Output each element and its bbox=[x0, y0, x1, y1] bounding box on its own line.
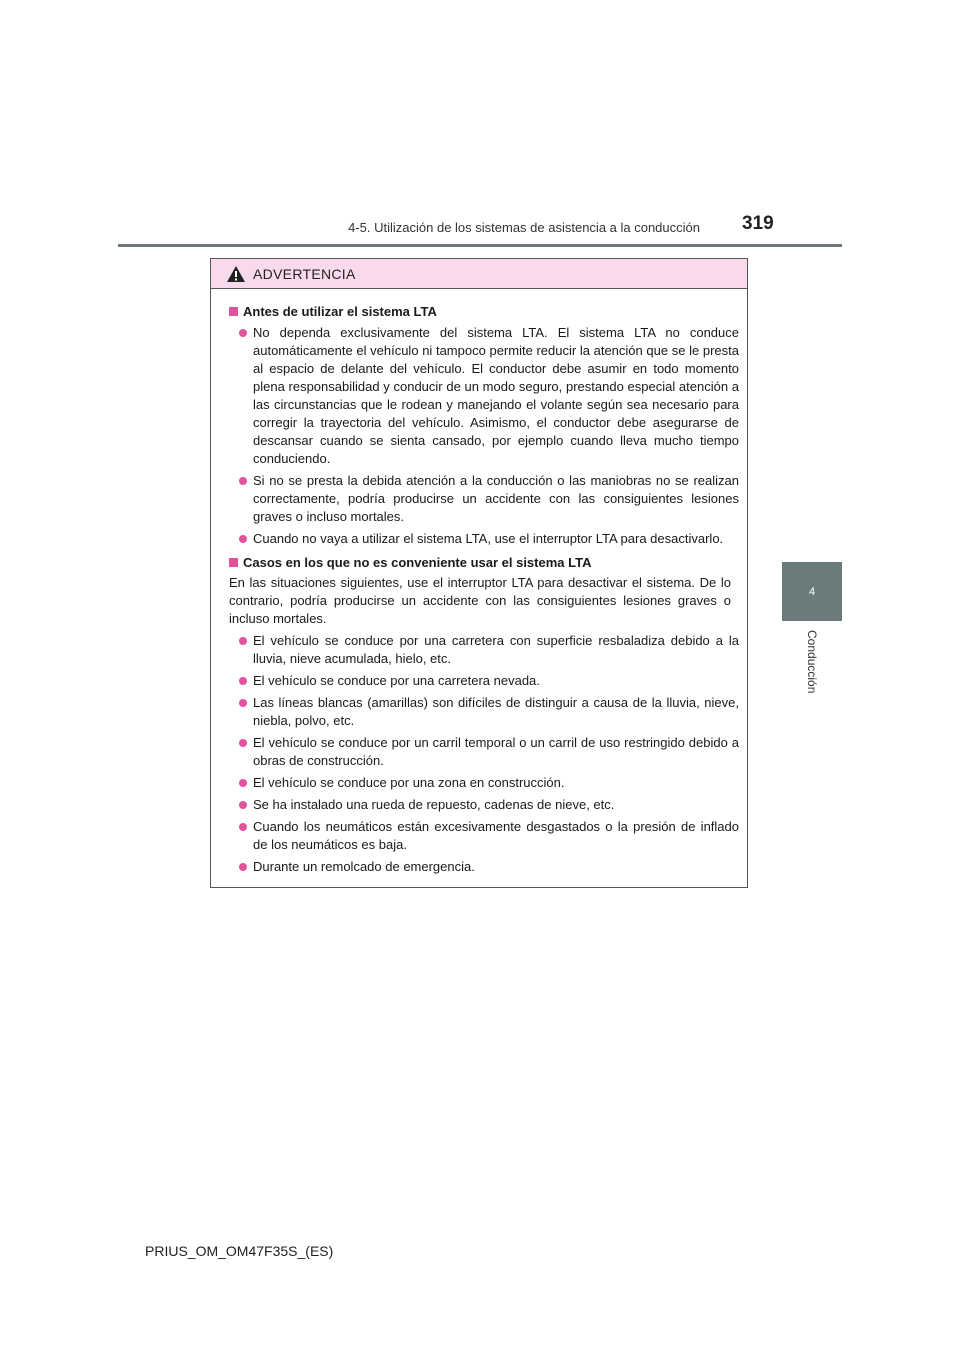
dot-bullet-icon bbox=[239, 477, 247, 485]
list-item bbox=[239, 734, 739, 770]
list-item-text: El vehículo se conduce por una zona en construcción. bbox=[253, 775, 565, 790]
dot-bullet-icon bbox=[239, 699, 247, 707]
list-item-text: Si no se presta la debida atención a la conducción o las maniobras no se realizan correctamente, podría producirse un accidente con las consiguientes lesiones graves o incluso mortales. bbox=[253, 473, 739, 524]
chapter-number: 4 bbox=[808, 585, 816, 598]
section-intro: En las situaciones siguientes, use el interruptor LTA para desactivar el sistema. De lo contrario, podría producirse un accidente con las consiguientes lesiones graves o incluso mortales. bbox=[229, 575, 731, 626]
list-item bbox=[239, 672, 739, 690]
list-item bbox=[239, 324, 739, 468]
list-item bbox=[239, 774, 739, 792]
header-divider bbox=[118, 244, 842, 247]
list-item bbox=[239, 818, 739, 854]
square-bullet-icon bbox=[229, 558, 238, 567]
warning-body bbox=[211, 289, 747, 876]
list-item-text: El vehículo se conduce por un carril temporal o un carril de uso restringido debido a obras de construcción. bbox=[253, 735, 739, 768]
list-item-text: El vehículo se conduce por una carretera nevada. bbox=[253, 673, 540, 688]
dot-bullet-icon bbox=[239, 677, 247, 685]
dot-bullet-icon bbox=[239, 535, 247, 543]
list-item bbox=[239, 694, 739, 730]
list-item bbox=[239, 858, 739, 876]
list-item bbox=[239, 530, 739, 548]
list-item-text: El vehículo se conduce por una carretera con superficie resbaladiza debido a la lluvia, nieve acumulada, hielo, etc. bbox=[253, 633, 739, 666]
dot-bullet-icon bbox=[239, 779, 247, 787]
list-item-text: Se ha instalado una rueda de repuesto, cadenas de nieve, etc. bbox=[253, 797, 615, 812]
section-heading-text: Casos en los que no es conveniente usar el sistema LTA bbox=[243, 555, 592, 570]
section-heading bbox=[229, 554, 739, 572]
warning-header bbox=[211, 259, 747, 289]
dot-bullet-icon bbox=[239, 329, 247, 337]
section-heading bbox=[229, 303, 739, 321]
list-item-text: Las líneas blancas (amarillas) son difíciles de distinguir a causa de la lluvia, nieve, niebla, polvo, etc. bbox=[253, 695, 739, 728]
list-item-text: Durante un remolcado de emergencia. bbox=[253, 859, 475, 874]
list-item-text: Cuando no vaya a utilizar el sistema LTA, use el interruptor LTA para desactivarlo. bbox=[253, 531, 724, 546]
page-number: 319 bbox=[742, 213, 774, 234]
section-title: 4-5. Utilización de los sistemas de asistencia a la conducción bbox=[348, 220, 700, 235]
square-bullet-icon bbox=[229, 307, 238, 316]
dot-bullet-icon bbox=[239, 863, 247, 871]
section-heading-text: Antes de utilizar el sistema LTA bbox=[243, 304, 437, 319]
list-item bbox=[239, 472, 739, 526]
document-model-code: PRIUS_OM_OM47F35S_(ES) bbox=[145, 1243, 334, 1259]
dot-bullet-icon bbox=[239, 637, 247, 645]
dot-bullet-icon bbox=[239, 823, 247, 831]
dot-bullet-icon bbox=[239, 801, 247, 809]
list-item-text: Cuando los neumáticos están excesivamente desgastados o la presión de inflado de los neumáticos es baja. bbox=[253, 819, 739, 852]
list-item bbox=[239, 632, 739, 668]
warning-box bbox=[210, 258, 748, 888]
warning-triangle-icon bbox=[227, 266, 245, 282]
warning-title: ADVERTENCIA bbox=[253, 265, 356, 282]
dot-bullet-icon bbox=[239, 739, 247, 747]
list-item bbox=[239, 796, 739, 814]
chapter-label: Conducción bbox=[805, 630, 819, 694]
chapter-tab bbox=[782, 562, 842, 621]
list-item-text: No dependa exclusivamente del sistema LTA. El sistema LTA no conduce automáticamente el vehículo ni tampoco permite reducir la atención que se le presta al espacio de delante del vehículo. El conductor debe asumir en todo momento plena responsabilidad y conducir de un modo seguro, prestando especial atención a las circunstancias que le rodean y manejando el volante según sea necesario para corregir la trayectoria del vehículo. Asimismo, el conductor debe asegurarse de descansar cuando se sienta cansado, por ejemplo cuando lleva mucho tiempo conduciendo. bbox=[253, 325, 739, 466]
